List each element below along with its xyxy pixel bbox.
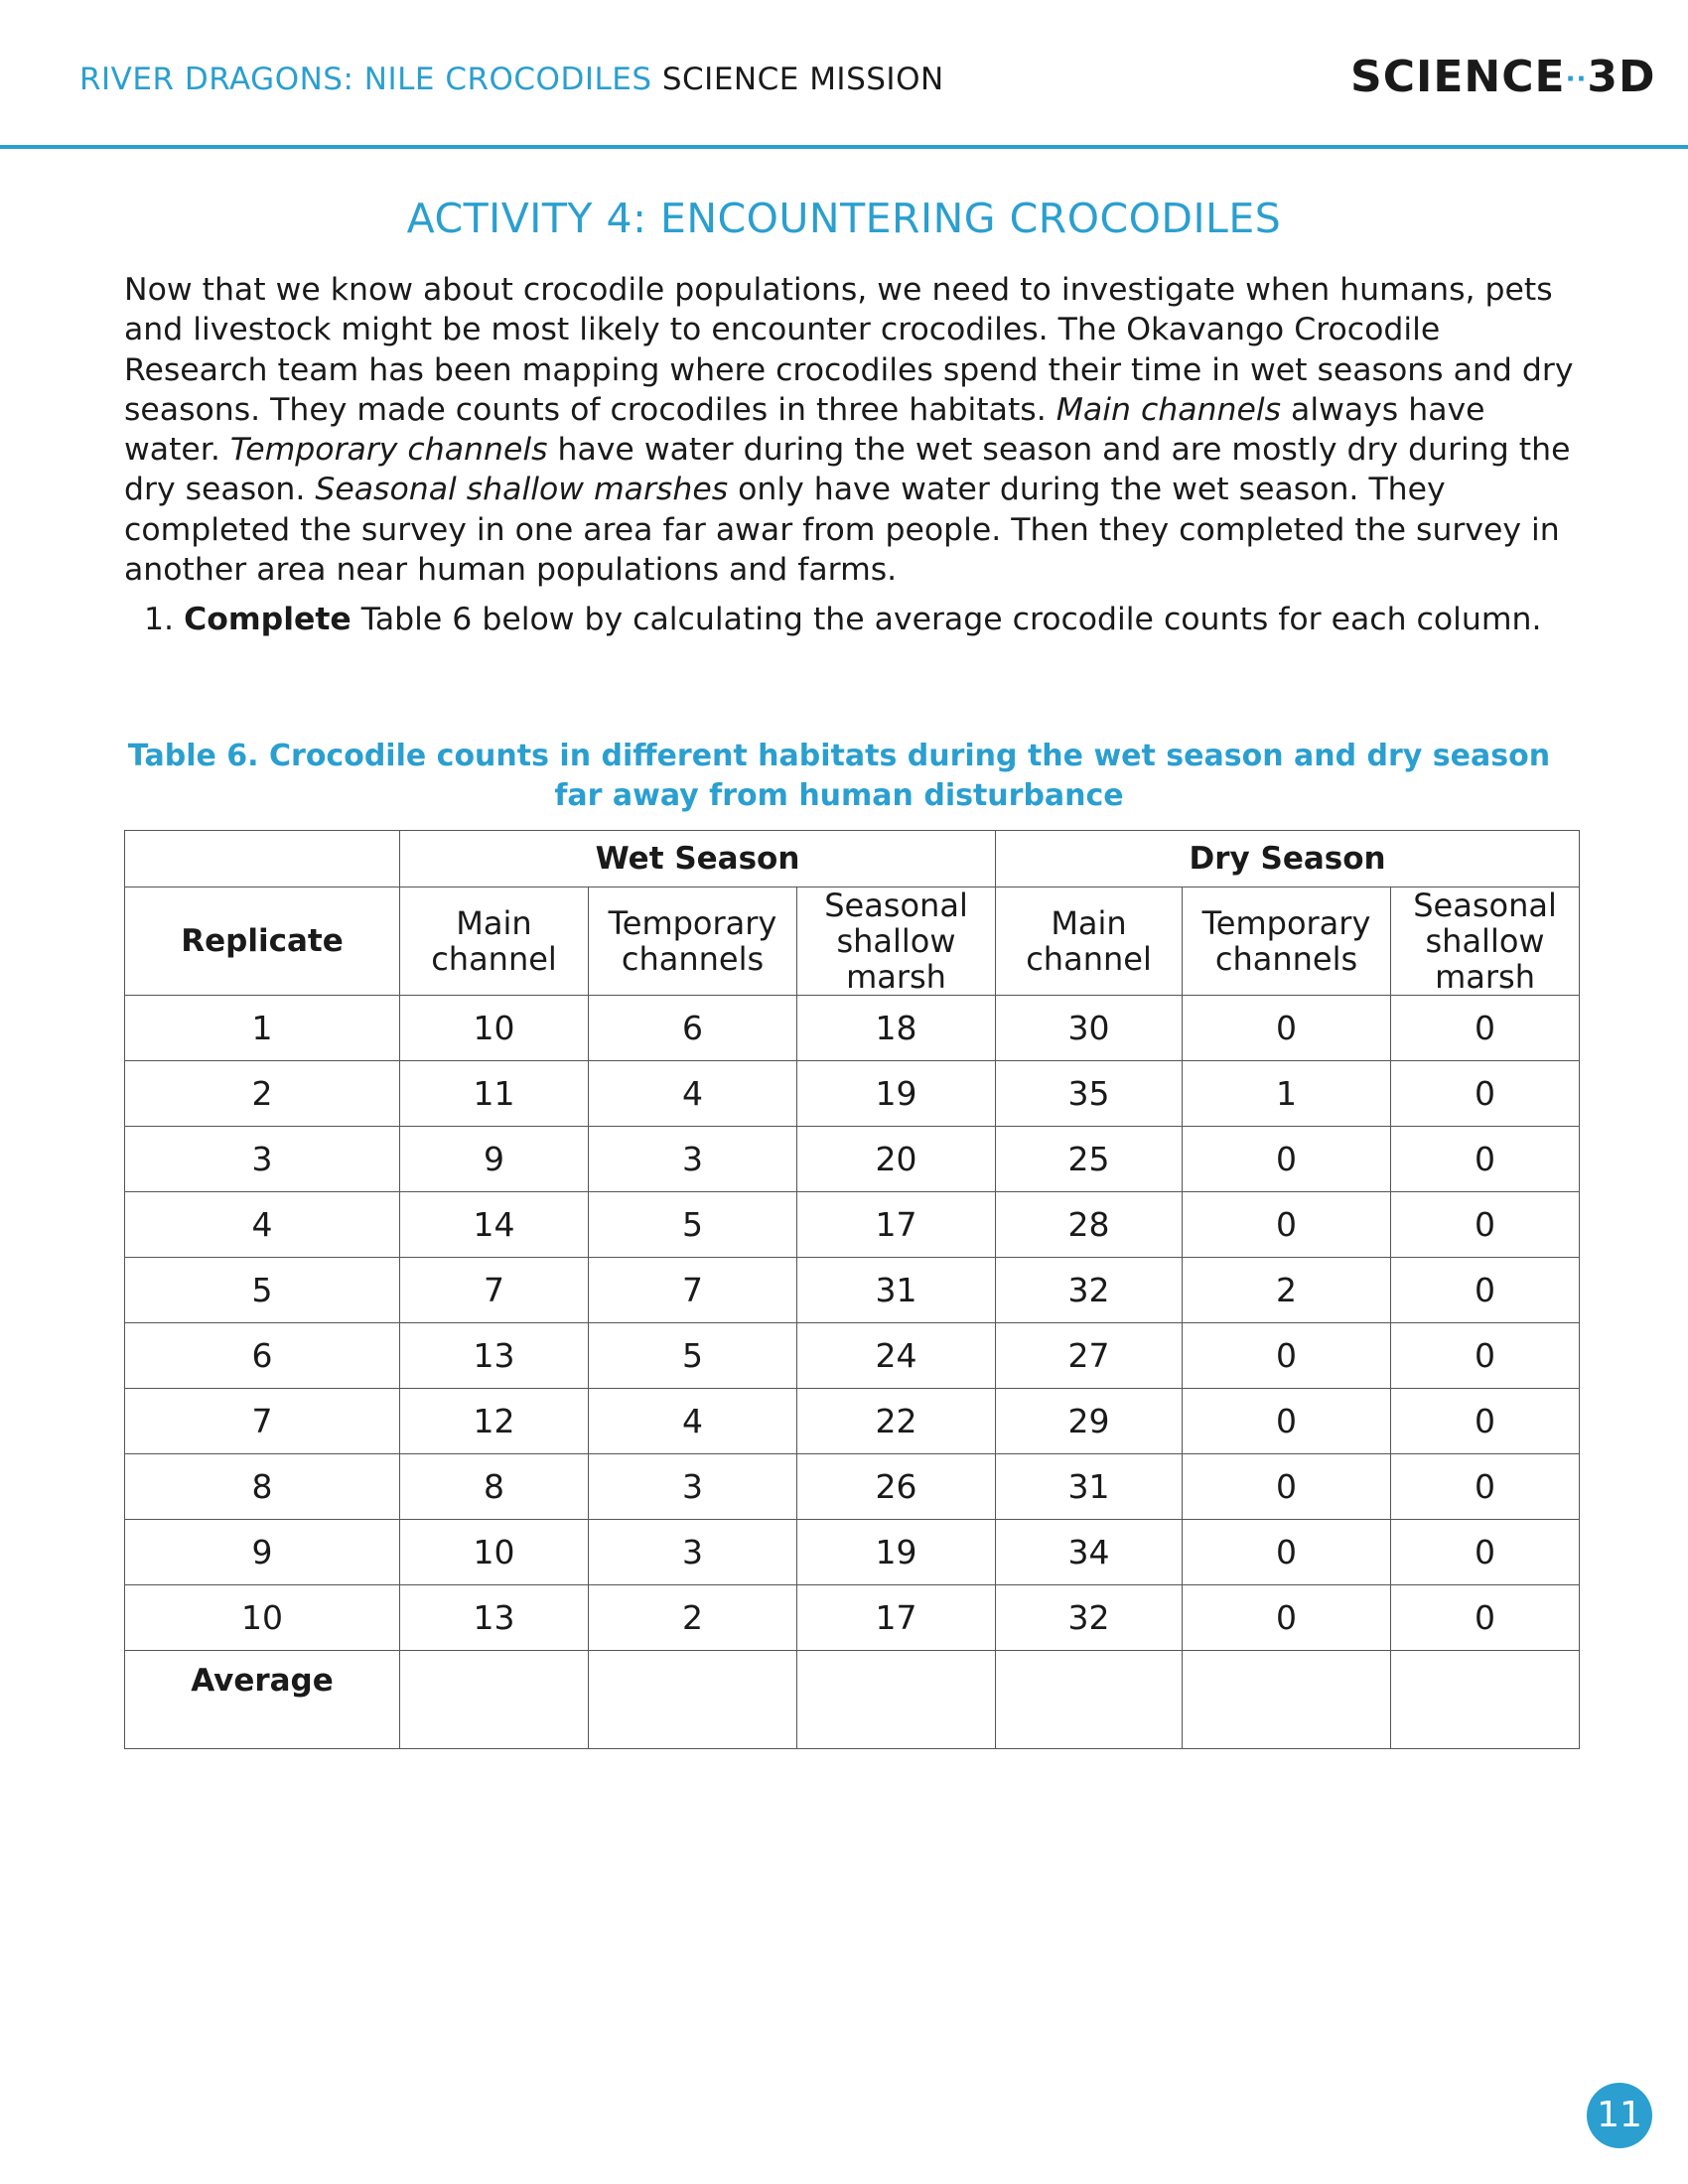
- table-caption: Table 6. Crocodile counts in different habitats during the wet season and dry season far away from human disturbance: [127, 739, 1551, 813]
- count-cell: 0: [1183, 1520, 1391, 1585]
- count-cell: 10: [400, 1520, 589, 1585]
- science3d-logo: [1350, 52, 1656, 102]
- count-cell: 0: [1183, 1585, 1391, 1651]
- series-title-part2: SCIENCE MISSION: [661, 62, 944, 97]
- average-row: [125, 1651, 1580, 1749]
- count-cell: 0: [1391, 1127, 1580, 1192]
- count-cell: 8: [400, 1454, 589, 1520]
- logo-text-left: SCIENCE: [1350, 52, 1566, 102]
- count-cell: 0: [1183, 1454, 1391, 1520]
- count-cell: 0: [1391, 1258, 1580, 1323]
- average-answer-cell[interactable]: [1391, 1651, 1580, 1749]
- count-cell: 3: [589, 1520, 797, 1585]
- count-cell: 1: [1183, 1061, 1391, 1127]
- count-cell: 19: [797, 1520, 996, 1585]
- table-group-header-row: [125, 831, 1580, 887]
- intro-text-2: always have water.: [124, 391, 1485, 469]
- count-cell: 11: [400, 1061, 589, 1127]
- table-row: [125, 1258, 1580, 1323]
- average-answer-cell[interactable]: [797, 1651, 996, 1749]
- count-cell: 0: [1183, 996, 1391, 1061]
- question-number: 1.: [144, 602, 175, 637]
- table-column-header-row: [125, 887, 1580, 996]
- replicate-cell: 6: [125, 1323, 400, 1389]
- count-cell: 18: [797, 996, 996, 1061]
- intro-term-seasonal-marshes: Seasonal shallow marshes: [315, 472, 729, 508]
- dry-main-channel-header: Main channel: [996, 887, 1183, 996]
- count-cell: 30: [996, 996, 1183, 1061]
- replicate-cell: 8: [125, 1454, 400, 1520]
- count-cell: 0: [1391, 1454, 1580, 1520]
- crocodile-counts-table: [124, 830, 1580, 1749]
- table-row: [125, 1061, 1580, 1127]
- replicate-header: Replicate: [125, 887, 400, 996]
- count-cell: 17: [797, 1192, 996, 1258]
- replicate-cell: 2: [125, 1061, 400, 1127]
- count-cell: 22: [797, 1389, 996, 1454]
- count-cell: 13: [400, 1323, 589, 1389]
- count-cell: 5: [589, 1192, 797, 1258]
- wet-season-header: Wet Season: [400, 831, 996, 887]
- count-cell: 4: [589, 1389, 797, 1454]
- replicate-cell: 4: [125, 1192, 400, 1258]
- count-cell: 34: [996, 1520, 1183, 1585]
- average-answer-cell[interactable]: [400, 1651, 589, 1749]
- count-cell: 2: [589, 1585, 797, 1651]
- count-cell: 0: [1391, 1192, 1580, 1258]
- count-cell: 3: [589, 1127, 797, 1192]
- dry-temporary-channels-header: Temporary channels: [1183, 887, 1391, 996]
- count-cell: 0: [1391, 1520, 1580, 1585]
- activity-title: ACTIVITY 4: ENCOUNTERING CROCODILES: [406, 195, 1282, 242]
- count-cell: 0: [1391, 1061, 1580, 1127]
- replicate-cell: 3: [125, 1127, 400, 1192]
- table-row: [125, 1454, 1580, 1520]
- replicate-cell: 1: [125, 996, 400, 1061]
- count-cell: 27: [996, 1323, 1183, 1389]
- count-cell: 5: [589, 1323, 797, 1389]
- count-cell: 0: [1391, 1323, 1580, 1389]
- wet-main-channel-header: Main channel: [400, 887, 589, 996]
- page-number-badge: 11: [1587, 2083, 1652, 2148]
- count-cell: 3: [589, 1454, 797, 1520]
- count-cell: 28: [996, 1192, 1183, 1258]
- replicate-cell: 7: [125, 1389, 400, 1454]
- count-cell: 7: [400, 1258, 589, 1323]
- count-cell: 0: [1391, 996, 1580, 1061]
- count-cell: 0: [1183, 1127, 1391, 1192]
- replicate-cell: 9: [125, 1520, 400, 1585]
- series-title-part1: RIVER DRAGONS: NILE CROCODILES: [79, 62, 652, 97]
- dry-season-header: Dry Season: [996, 831, 1580, 887]
- logo-dots-icon: ··: [1565, 65, 1588, 94]
- count-cell: 24: [797, 1323, 996, 1389]
- count-cell: 13: [400, 1585, 589, 1651]
- count-cell: 2: [1183, 1258, 1391, 1323]
- intro-text-1: Now that we know about crocodile populations, we need to investigate when humans, pets and livestock might be most likely to encounter crocodiles. The Okavango Crocodile Research team has been mapping where crocodiles spend their time in wet seasons and dry seasons. They made counts of crocodiles in three habitats.: [124, 272, 1574, 428]
- question-verb: Complete: [184, 602, 352, 637]
- count-cell: 32: [996, 1258, 1183, 1323]
- count-cell: 17: [797, 1585, 996, 1651]
- table-row: [125, 1323, 1580, 1389]
- count-cell: 0: [1391, 1585, 1580, 1651]
- question-text: Table 6 below by calculating the average crocodile counts for each column.: [351, 602, 1542, 637]
- average-answer-cell[interactable]: [996, 1651, 1183, 1749]
- wet-temporary-channels-header: Temporary channels: [589, 887, 797, 996]
- count-cell: 31: [996, 1454, 1183, 1520]
- table-row: [125, 996, 1580, 1061]
- count-cell: 0: [1183, 1389, 1391, 1454]
- table-row: [125, 1127, 1580, 1192]
- count-cell: 25: [996, 1127, 1183, 1192]
- count-cell: 14: [400, 1192, 589, 1258]
- count-cell: 19: [797, 1061, 996, 1127]
- count-cell: 31: [797, 1258, 996, 1323]
- count-cell: 32: [996, 1585, 1183, 1651]
- logo-text-right: 3D: [1587, 52, 1656, 102]
- count-cell: 35: [996, 1061, 1183, 1127]
- wet-seasonal-marsh-header: Seasonal shallow marsh: [797, 887, 996, 996]
- series-title: [79, 62, 944, 97]
- intro-term-temporary-channels: Temporary channels: [229, 432, 548, 469]
- count-cell: 0: [1391, 1389, 1580, 1454]
- table-row: [125, 1389, 1580, 1454]
- table-row: [125, 1520, 1580, 1585]
- count-cell: 0: [1183, 1192, 1391, 1258]
- count-cell: 4: [589, 1061, 797, 1127]
- count-cell: 26: [797, 1454, 996, 1520]
- average-answer-cell[interactable]: [589, 1651, 797, 1749]
- intro-term-main-channels: Main channels: [1055, 391, 1282, 428]
- question-1: [144, 602, 1564, 637]
- intro-paragraph: [124, 270, 1584, 590]
- table-row: [125, 1192, 1580, 1258]
- count-cell: 7: [589, 1258, 797, 1323]
- count-cell: 10: [400, 996, 589, 1061]
- count-cell: 20: [797, 1127, 996, 1192]
- count-cell: 12: [400, 1389, 589, 1454]
- intro-text-4: only have water during the wet season. They completed the survey in one area far awar from people. Then they completed the survey in another area near human populations and farms.: [124, 472, 1560, 589]
- count-cell: 0: [1183, 1323, 1391, 1389]
- average-answer-cell[interactable]: [1183, 1651, 1391, 1749]
- page-header: [0, 0, 1688, 149]
- replicate-cell: 5: [125, 1258, 400, 1323]
- dry-seasonal-marsh-header: Seasonal shallow marsh: [1391, 887, 1580, 996]
- table-row: [125, 1585, 1580, 1651]
- count-cell: 6: [589, 996, 797, 1061]
- average-label: Average: [125, 1651, 400, 1749]
- count-cell: 29: [996, 1389, 1183, 1454]
- count-cell: 9: [400, 1127, 589, 1192]
- intro-text-3: have water during the wet season and are mostly dry during the dry season.: [124, 432, 1571, 508]
- empty-corner-cell: [125, 831, 400, 887]
- replicate-cell: 10: [125, 1585, 400, 1651]
